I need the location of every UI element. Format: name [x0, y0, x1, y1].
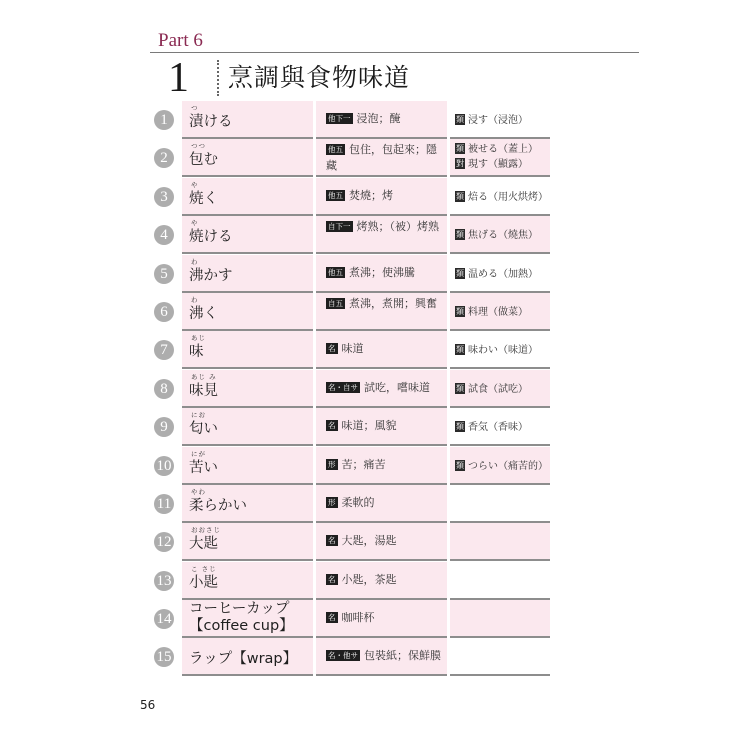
row-number-badge: 15 — [154, 647, 174, 667]
vocab-word — [189, 651, 297, 668]
vocab-word-text: 柔らかい — [189, 497, 247, 514]
header-rule — [150, 52, 639, 53]
part-of-speech-tag: 他五 — [328, 190, 343, 200]
meaning-text: 咖啡杯 — [341, 611, 375, 625]
related-text: 被せる（蓋上） — [468, 144, 538, 156]
meaning-cell — [316, 331, 447, 369]
related-word — [455, 306, 528, 321]
furigana: おおさじ — [191, 526, 221, 535]
word-cell — [182, 447, 313, 485]
word-cell — [182, 216, 313, 254]
lesson-separator — [217, 60, 219, 96]
word-cell — [182, 370, 313, 408]
part-of-speech-tag: 名 — [328, 536, 336, 546]
meaning-cell — [316, 523, 447, 561]
related-text: つらい（痛苦的） — [468, 460, 548, 472]
meaning-text: 包裝紙；保鮮膜 — [364, 649, 441, 663]
related-text: 浸す（浸泡） — [468, 115, 528, 126]
relation-tag: 類 — [456, 191, 464, 201]
row-number-badge: 2 — [154, 148, 174, 168]
row-number-badge: 6 — [154, 302, 174, 322]
related-word — [455, 158, 538, 173]
meaning — [326, 533, 443, 549]
vocab-word — [189, 229, 233, 246]
word-cell — [182, 408, 313, 446]
related-cell — [450, 562, 550, 600]
vocab-word — [189, 421, 218, 438]
row-number-badge: 8 — [154, 379, 174, 399]
vocab-word-text: 苦い — [189, 459, 218, 476]
related-list — [455, 143, 538, 173]
row-number-badge: 10 — [154, 456, 174, 476]
meaning — [326, 142, 443, 174]
furigana: や — [191, 219, 199, 228]
related-cell — [450, 101, 550, 139]
furigana: や — [191, 180, 199, 189]
furigana: あじ み — [191, 372, 217, 381]
vocab-row — [150, 447, 550, 485]
vocab-word-text: 大匙 — [189, 536, 218, 553]
vocab-row — [150, 255, 550, 293]
part-of-speech-tag: 名 — [328, 574, 336, 584]
vocab-word-text: 匂い — [189, 421, 218, 438]
meaning-text: 浸泡；醃 — [356, 112, 401, 125]
row-number-badge: 7 — [154, 340, 174, 360]
related-word — [455, 344, 538, 359]
relation-tag: 類 — [456, 460, 464, 470]
vocab-word-text: 焼く — [189, 190, 218, 207]
row-number-badge: 4 — [154, 225, 174, 245]
relation-tag: 類 — [456, 230, 464, 240]
meaning-cell — [316, 216, 447, 254]
meaning — [326, 457, 443, 473]
furigana: つ — [191, 104, 199, 112]
vocab-table — [150, 101, 550, 677]
relation-tag: 類 — [456, 268, 464, 278]
related-text: 味わい（味道） — [468, 345, 538, 357]
relation-tag: 類 — [456, 345, 464, 355]
meaning-cell — [316, 139, 447, 177]
vocab-word — [189, 344, 204, 361]
meaning-text: 焚燒；烤 — [349, 188, 393, 202]
part-of-speech-tag: 名 — [328, 344, 336, 354]
related-text: 香気（香味） — [468, 422, 528, 434]
related-list — [455, 421, 528, 436]
meaning — [326, 572, 443, 588]
row-number-badge: 1 — [154, 110, 174, 130]
vocab-row — [150, 485, 550, 523]
related-cell — [450, 447, 550, 485]
furigana: にが — [191, 449, 206, 458]
relation-tag: 類 — [456, 383, 464, 393]
part-of-speech-tag: 名・自サ — [328, 382, 358, 392]
lesson-title: 烹調與食物味道 — [228, 63, 411, 92]
vocab-row — [150, 370, 550, 408]
relation-tag: 對 — [456, 159, 464, 169]
meaning — [326, 418, 443, 434]
vocab-row — [150, 523, 550, 561]
related-cell — [450, 139, 550, 177]
row-number-badge: 12 — [154, 532, 174, 552]
part-of-speech-tag: 自五 — [328, 298, 343, 308]
vocab-row — [150, 101, 550, 139]
related-cell — [450, 331, 550, 369]
furigana: わ — [191, 295, 199, 304]
part-of-speech-tag: 他五 — [328, 145, 343, 155]
word-cell — [182, 523, 313, 561]
word-cell — [182, 331, 313, 369]
part-of-speech-tag: 自下一 — [328, 222, 351, 232]
meaning-cell — [316, 600, 447, 638]
row-number-badge: 3 — [154, 187, 174, 207]
vocab-row — [150, 638, 550, 676]
relation-tag: 類 — [456, 115, 464, 124]
related-cell — [450, 178, 550, 216]
vocab-row — [150, 600, 550, 638]
part-of-speech-tag: 名 — [328, 421, 336, 431]
meaning — [326, 265, 443, 281]
furigana: わ — [191, 257, 199, 266]
row-number-badge: 11 — [154, 494, 174, 514]
related-cell — [450, 408, 550, 446]
meaning-text: 柔軟的 — [341, 495, 375, 509]
related-cell — [450, 216, 550, 254]
row-number-badge: 14 — [154, 609, 174, 629]
vocab-word — [189, 268, 233, 285]
word-cell — [182, 485, 313, 523]
row-number-badge: 13 — [154, 571, 174, 591]
vocab-word-text: 沸かす — [189, 267, 233, 284]
meaning-cell — [316, 293, 447, 331]
meaning-text: 煮沸，煮開；興奮 — [349, 296, 437, 310]
part-of-speech-tag: 形 — [328, 459, 336, 469]
part-of-speech-tag: 形 — [328, 497, 336, 507]
vocab-word-text: 小匙 — [189, 574, 218, 591]
vocab-word-text: ラップ【wrap】 — [189, 651, 298, 668]
related-text: 温める（加熱） — [468, 268, 538, 280]
vocab-word — [189, 191, 218, 208]
relation-tag: 類 — [456, 422, 464, 432]
meaning-text: 包住，包起來；隱藏 — [326, 143, 437, 173]
related-list — [455, 460, 548, 475]
vocab-word — [189, 536, 218, 553]
meaning — [326, 495, 443, 511]
meaning — [326, 296, 443, 312]
word-cell — [182, 562, 313, 600]
related-word — [455, 460, 548, 475]
word-cell — [182, 178, 313, 216]
related-word — [455, 268, 538, 283]
part-label: Part 6 — [158, 30, 203, 51]
vocab-word — [189, 575, 218, 592]
related-word — [455, 143, 538, 158]
vocab-word — [189, 306, 218, 323]
meaning-cell — [316, 101, 447, 139]
meaning — [326, 188, 443, 204]
meaning-text: 烤熟；（被）烤熟 — [356, 220, 439, 234]
meaning-text: 試吃，嚐味道 — [364, 380, 430, 394]
related-cell — [450, 523, 550, 561]
related-cell — [450, 485, 550, 523]
meaning — [326, 341, 443, 357]
vocab-word-text: コーヒーカップ — [189, 601, 290, 618]
vocab-word — [189, 498, 247, 515]
vocab-row — [150, 293, 550, 331]
related-cell — [450, 600, 550, 638]
vocab-word-text: 味 — [189, 344, 204, 361]
furigana: にお — [191, 411, 206, 420]
vocab-word — [189, 114, 233, 131]
lesson-number: 1 — [168, 55, 189, 101]
word-cell — [182, 101, 313, 139]
meaning — [326, 648, 443, 664]
related-word — [455, 229, 538, 244]
word-cell — [182, 600, 313, 638]
related-cell — [450, 638, 550, 676]
related-list — [455, 344, 538, 359]
vocab-word-text: 沸く — [189, 305, 218, 322]
meaning-cell — [316, 638, 447, 676]
meaning-text: 苦；痛苦 — [341, 457, 386, 471]
vocab-word-text: 包む — [189, 152, 218, 169]
page-number: 56 — [140, 698, 156, 712]
meaning-cell — [316, 255, 447, 293]
word-cell — [182, 293, 313, 331]
meaning — [326, 610, 443, 626]
meaning-text: 煮沸；使沸騰 — [349, 265, 415, 279]
meaning-text: 味道 — [341, 342, 364, 356]
related-text: 焦げる（燒焦） — [468, 230, 538, 242]
meaning-cell — [316, 485, 447, 523]
vocab-word — [189, 152, 218, 169]
vocab-row — [150, 139, 550, 177]
related-list — [455, 268, 538, 283]
meaning-cell — [316, 408, 447, 446]
related-text: 現す（顯露） — [468, 159, 528, 171]
related-cell — [450, 293, 550, 331]
word-cell — [182, 139, 313, 177]
meaning-text: 小匙，茶匙 — [341, 572, 397, 586]
row-number-badge: 9 — [154, 417, 174, 437]
meaning-cell — [316, 178, 447, 216]
related-text: 焙る（用火烘烤） — [468, 191, 548, 203]
word-cell — [182, 638, 313, 676]
vocab-row — [150, 216, 550, 254]
furigana: やわ — [191, 487, 206, 496]
meaning — [326, 380, 443, 396]
related-list — [455, 191, 548, 206]
vocab-word-text: 焼ける — [189, 229, 233, 246]
meaning-text: 大匙，湯匙 — [341, 534, 397, 548]
related-cell — [450, 370, 550, 408]
row-number-badge: 5 — [154, 264, 174, 284]
related-list — [455, 306, 528, 321]
part-of-speech-tag: 他下一 — [328, 114, 351, 123]
meaning-cell — [316, 370, 447, 408]
related-word — [455, 421, 528, 436]
furigana: あじ — [191, 334, 206, 343]
relation-tag: 類 — [456, 144, 464, 154]
vocab-word-english: 【coffee cup】 — [189, 618, 294, 635]
meaning-text: 味道；風貌 — [341, 419, 397, 433]
vocab-word — [189, 601, 294, 635]
meaning-cell — [316, 562, 447, 600]
vocab-word-text: 味見 — [189, 382, 218, 399]
related-text: 料理（做菜） — [468, 306, 528, 318]
meaning-cell — [316, 447, 447, 485]
related-list — [455, 114, 528, 129]
part-of-speech-tag: 名・他サ — [328, 651, 358, 661]
vocab-word-text: 漬ける — [189, 114, 233, 130]
related-word — [455, 191, 548, 206]
vocab-row — [150, 408, 550, 446]
part-of-speech-tag: 他五 — [328, 267, 343, 277]
relation-tag: 類 — [456, 306, 464, 316]
related-cell — [450, 255, 550, 293]
furigana: こ さじ — [191, 564, 217, 573]
related-list — [455, 229, 538, 244]
meaning — [326, 219, 443, 235]
vocab-word — [189, 460, 218, 477]
related-word — [455, 114, 528, 129]
vocab-row — [150, 178, 550, 216]
part-of-speech-tag: 名 — [328, 613, 336, 623]
meaning — [326, 111, 443, 127]
furigana: つつ — [191, 142, 206, 151]
vocab-row — [150, 331, 550, 369]
related-list — [455, 383, 528, 398]
related-text: 試食（試吃） — [468, 383, 528, 395]
vocab-row — [150, 562, 550, 600]
vocab-word — [189, 383, 218, 400]
related-word — [455, 383, 528, 398]
word-cell — [182, 255, 313, 293]
